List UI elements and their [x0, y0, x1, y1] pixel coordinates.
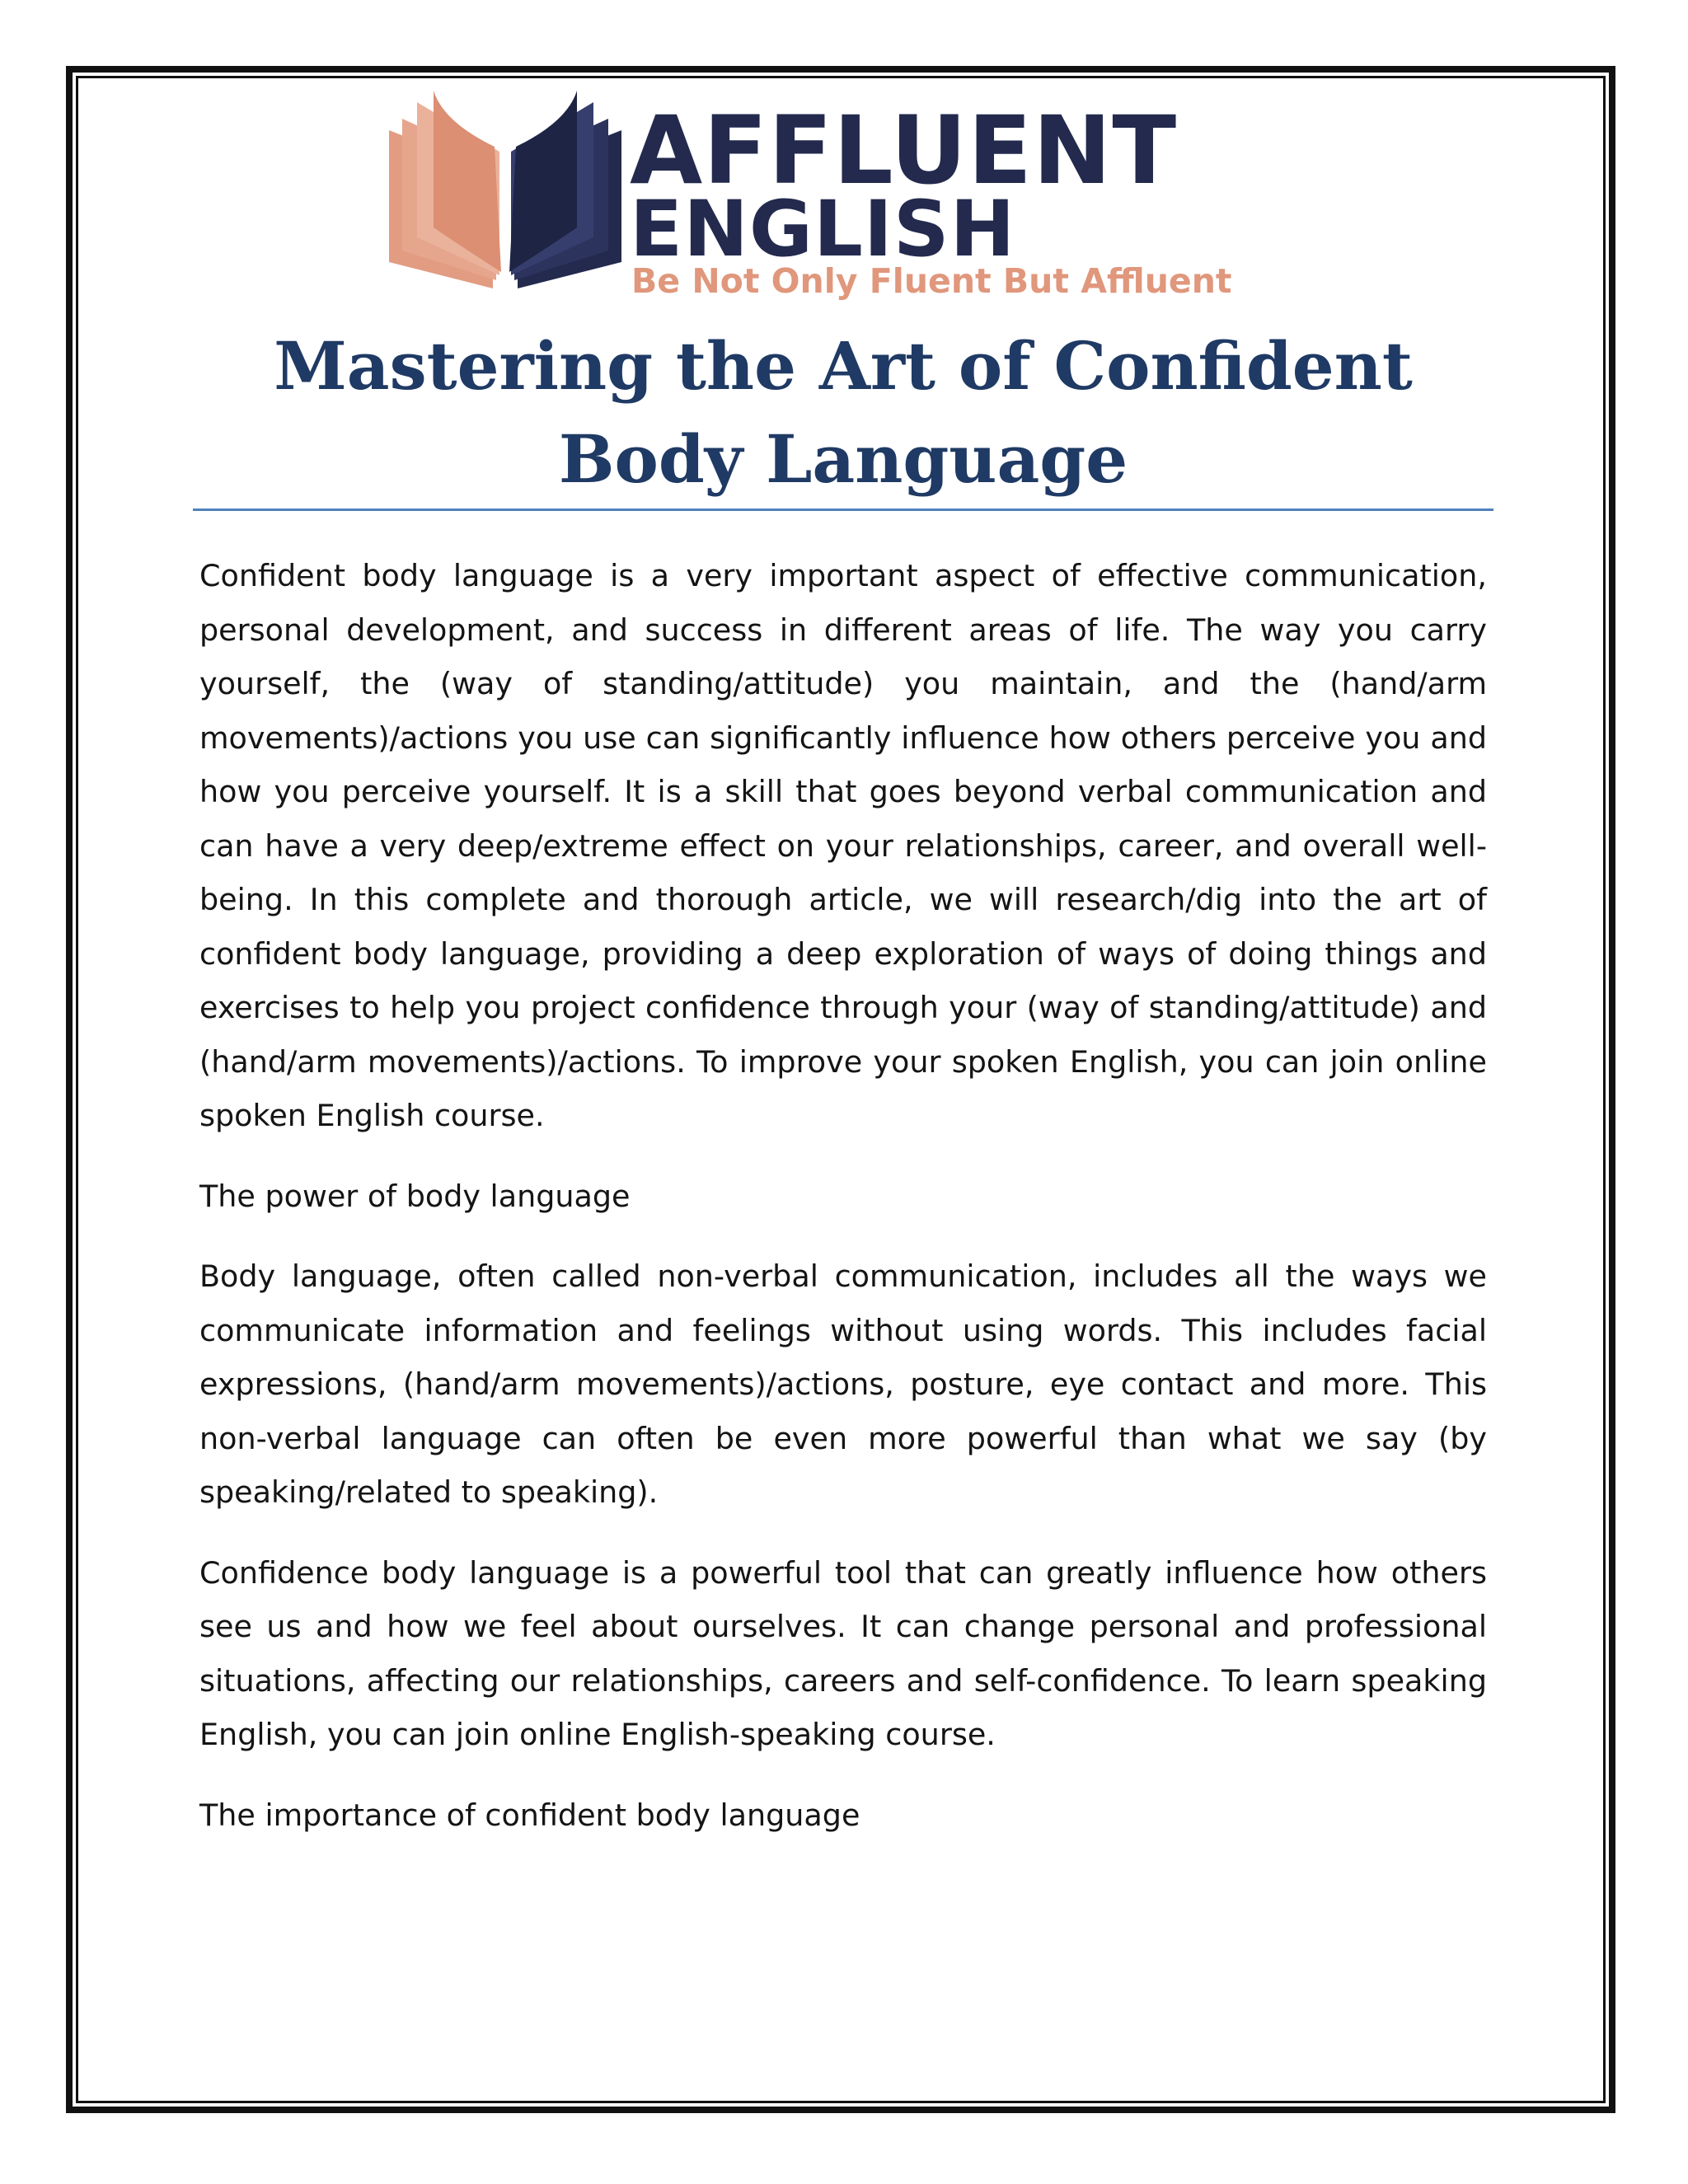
affluent-english-logo	[386, 89, 1243, 303]
open-book-icon	[386, 89, 625, 291]
logo-wordmark-affluent: AFFLUENT	[630, 96, 1178, 205]
intro-paragraph: Confident body language is a very important aspect of effective communication, personal development, and success in different areas of life. The way you carry yourself, the (way of standing/attitude) you maintain, and the (hand/arm movements)/actions you use can significantly influence how others perceive you and how you perceive yourself. It is a skill that goes beyond verbal communication and can have a very deep/extreme effect on your relationships, career, and overall well-being. In this complete and thorough article, we will research/dig into the art of confident body language, providing a deep exploration of ways of doing things and exercises to help you project confidence through your (way of standing/attitude) and (hand/arm movements)/actions. To improve your spoken English, you can join online spoken English course.	[199, 558, 1487, 1133]
article-body	[199, 549, 1487, 1868]
logo-tagline: Be Not Only Fluent But Affluent	[631, 261, 1232, 301]
section-heading-importance: The importance of confident body language	[199, 1797, 860, 1833]
confidence-paragraph: Confidence body language is a powerful tool that can greatly influence how others see us and how we feel about ourselves. It can change personal and professional situations, affecting our relationships, careers and self-confidence. To learn speaking English, you can join online English-speaking course.	[199, 1554, 1487, 1752]
logo-wordmark-english: ENGLISH	[630, 185, 1016, 274]
body-language-paragraph: Body language, often called non-verbal communication, includes all the ways we communicate information and feelings without using words. This includes facial expressions, (hand/arm movements)/actions, posture, eye contact and more. This non-verbal language can often be even more powerful than what we say (by speaking/related to speaking).	[199, 1258, 1487, 1510]
section-heading-power: The power of body language	[199, 1178, 631, 1214]
article-title: Mastering the Art of Confident Body Language	[274, 327, 1413, 498]
title-divider	[193, 509, 1493, 511]
